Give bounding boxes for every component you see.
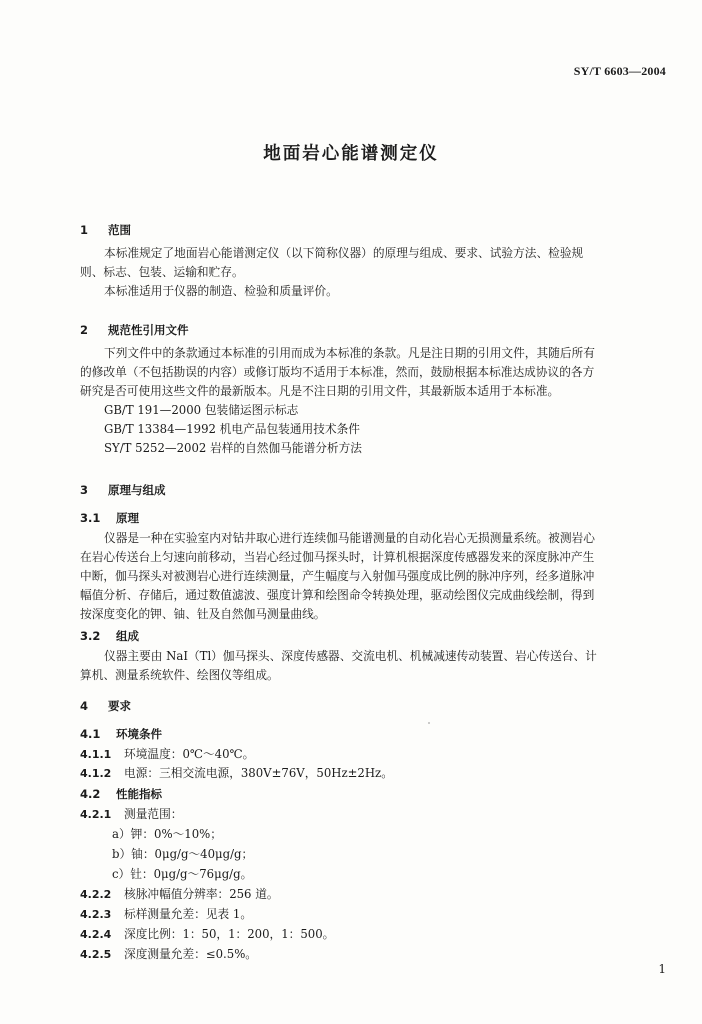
scan-speck — [428, 722, 430, 724]
text-line: 研究是否可使用这些文件的最新版本。凡是不注日期的引用文件，其最新版本适用于本标准。 — [80, 384, 560, 398]
clause-number: 4.2.4 — [80, 928, 112, 941]
clause-text: 深度测量允差：≤0.5%。 — [124, 947, 257, 961]
page-number: 1 — [658, 962, 666, 976]
section-number: 2 — [80, 323, 89, 337]
section-title: 要求 — [108, 699, 131, 713]
subsection-4-2-heading — [80, 786, 162, 802]
list-item: b）铀：0μg/g～40μg/g； — [112, 847, 254, 861]
clause-text: 标样测量允差：见表 1。 — [124, 907, 253, 921]
clause-number: 4.2.5 — [80, 948, 112, 961]
text-line: 按深度变化的钾、铀、钍及自然伽马测量曲线。 — [80, 607, 326, 621]
subsection-title: 组成 — [116, 629, 139, 643]
clause-4-2-1 — [80, 806, 182, 822]
text-line: 本标准适用于仪器的制造、检验和质量评价。 — [104, 284, 338, 298]
paragraph-references-intro — [80, 344, 668, 458]
text-line: 仪器是一种在实验室内对钻井取心进行连续伽马能谱测量的自动化岩心无损测量系统。被测岩心 — [104, 531, 595, 545]
clause-text: 深度比例：1：50，1：200，1：500。 — [124, 927, 335, 941]
reference-item: SY/T 5252—2002 岩样的自然伽马能谱分析方法 — [104, 441, 362, 455]
clause-4-1-1 — [80, 746, 254, 762]
clause-text: 环境温度：0℃～40℃。 — [124, 747, 255, 761]
paragraph-composition — [80, 647, 668, 685]
text-line: 仪器主要由 NaI（Tl）伽马探头、深度传感器、交流电机、机械减速传动装置、岩心传送台、计 — [104, 649, 597, 663]
clause-number: 4.2.2 — [80, 888, 112, 901]
text-line: 本标准规定了地面岩心能谱测定仪（以下简称仪器）的原理与组成、要求、试验方法、检验规 — [104, 246, 584, 260]
text-line: 下列文件中的条款通过本标准的引用而成为本标准的条款。凡是注日期的引用文件，其随后所有 — [104, 346, 595, 360]
subsection-title: 环境条件 — [116, 727, 162, 741]
clause-text: 核脉冲幅值分辨率：256 道。 — [124, 887, 279, 901]
standard-number-header: SY/T 6603—2004 — [573, 64, 666, 78]
section-number: 4 — [80, 699, 89, 713]
document-title: 地面岩心能谱测定仪 — [263, 144, 439, 164]
section-number: 1 — [80, 223, 89, 237]
clause-number: 4.1.2 — [80, 767, 112, 780]
clause-4-2-4 — [80, 926, 334, 942]
section-title: 规范性引用文件 — [108, 323, 189, 337]
subsection-number: 3.2 — [80, 629, 101, 643]
section-title: 原理与组成 — [108, 483, 166, 497]
text-line: 的修改单（不包括勘误的内容）或修订版均不适用于本标准，然而，鼓励根据本标准达成协议的各方 — [80, 365, 595, 379]
clause-text: 电源：三相交流电源，380V±76V，50Hz±2Hz。 — [124, 766, 393, 780]
section-4-heading — [80, 698, 131, 714]
clause-4-1-2 — [80, 765, 393, 781]
text-line: 中断，伽马探头对被测岩心进行连续测量，产生幅度与入射伽马强度成比例的脉冲序列，经多道脉冲 — [80, 569, 595, 583]
subsection-title: 原理 — [116, 511, 139, 525]
list-item: a）钾：0%～10%； — [112, 827, 222, 841]
section-title: 范围 — [108, 223, 131, 237]
clause-number: 4.2.1 — [80, 808, 112, 821]
reference-item: GB/T 191—2000 包装储运图示标志 — [104, 403, 299, 417]
clause-4-2-3 — [80, 906, 252, 922]
subsection-number: 4.2 — [80, 787, 101, 801]
clause-number: 4.2.3 — [80, 908, 112, 921]
subsection-number: 3.1 — [80, 511, 101, 525]
text-line: 在岩心传送台上匀速向前移动，当岩心经过伽马探头时，计算机根据深度传感器发来的深度脉冲产生 — [80, 550, 595, 564]
section-2-heading — [80, 322, 189, 338]
subsection-3-1-heading — [80, 510, 139, 526]
paragraph-scope — [80, 244, 668, 301]
paragraph-principle — [80, 529, 668, 624]
clause-4-2-2 — [80, 886, 279, 902]
subsection-4-1-heading — [80, 726, 162, 742]
clause-4-2-5 — [80, 946, 257, 962]
reference-item: GB/T 13384—1992 机电产品包装通用技术条件 — [104, 422, 360, 436]
text-line: 算机、测量系统软件、绘图仪等组成。 — [80, 668, 279, 682]
subsection-3-2-heading — [80, 628, 139, 644]
clause-number: 4.1.1 — [80, 748, 112, 761]
subsection-number: 4.1 — [80, 727, 101, 741]
section-number: 3 — [80, 483, 89, 497]
section-3-heading — [80, 482, 166, 498]
text-line: 则、标志、包装、运输和贮存。 — [80, 265, 244, 279]
text-line: 幅值分析、存储后，通过数值滤波、强度计算和绘图命令转换处理，驱动绘图仪完成曲线绘制，得到 — [80, 588, 595, 602]
subsection-title: 性能指标 — [116, 787, 162, 801]
clause-text: 测量范围： — [124, 807, 183, 821]
list-item: c）钍：0μg/g～76μg/g。 — [112, 867, 253, 881]
section-1-heading — [80, 222, 131, 238]
